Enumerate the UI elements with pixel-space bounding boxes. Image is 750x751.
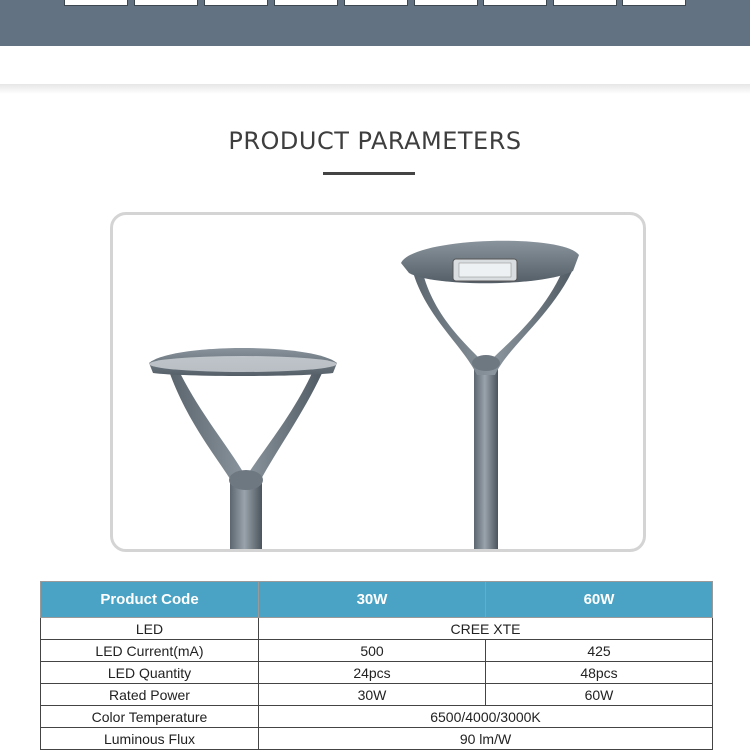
thumbnail-tab[interactable]: [483, 0, 547, 6]
cell-value: 30W: [259, 684, 486, 706]
product-parameters-table: [40, 581, 713, 750]
row-label: Rated Power: [41, 684, 259, 706]
title-underline: [323, 172, 415, 175]
cell-value: 500: [259, 640, 486, 662]
column-header: 30W: [259, 582, 486, 618]
cell-value: 425: [486, 640, 713, 662]
row-label: LED: [41, 618, 259, 640]
thumbnail-tab[interactable]: [622, 0, 686, 6]
column-header: 60W: [486, 582, 713, 618]
product-image: [113, 215, 643, 549]
product-image-frame: [110, 212, 646, 552]
section-divider-shadow: [0, 84, 750, 94]
table-row: [41, 618, 713, 640]
thumbnail-tab[interactable]: [274, 0, 338, 6]
section-title: PRODUCT PARAMETERS: [228, 127, 522, 155]
thumbnail-tab[interactable]: [64, 0, 128, 6]
cell-value: 6500/4000/3000K: [259, 706, 713, 728]
table-header-row: [41, 582, 713, 618]
cell-value: 60W: [486, 684, 713, 706]
cell-value: 48pcs: [486, 662, 713, 684]
row-label: LED Quantity: [41, 662, 259, 684]
table-row: [41, 684, 713, 706]
top-header-band: [0, 0, 750, 46]
table-row: [41, 706, 713, 728]
table-row: [41, 728, 713, 750]
lamp-30w: [149, 348, 337, 549]
thumbnail-tab[interactable]: [344, 0, 408, 6]
thumbnail-tab[interactable]: [134, 0, 198, 6]
lamp-60w: [401, 241, 579, 549]
cell-value: 90 lm/W: [259, 728, 713, 750]
row-label: Luminous Flux: [41, 728, 259, 750]
table-row: [41, 640, 713, 662]
table-row: [41, 662, 713, 684]
cell-value: CREE XTE: [259, 618, 713, 640]
column-header: Product Code: [41, 582, 259, 618]
thumbnail-tab[interactable]: [414, 0, 478, 6]
row-label: LED Current(mA): [41, 640, 259, 662]
thumbnail-tab[interactable]: [553, 0, 617, 6]
cell-value: 24pcs: [259, 662, 486, 684]
row-label: Color Temperature: [41, 706, 259, 728]
thumbnail-tab[interactable]: [204, 0, 268, 6]
